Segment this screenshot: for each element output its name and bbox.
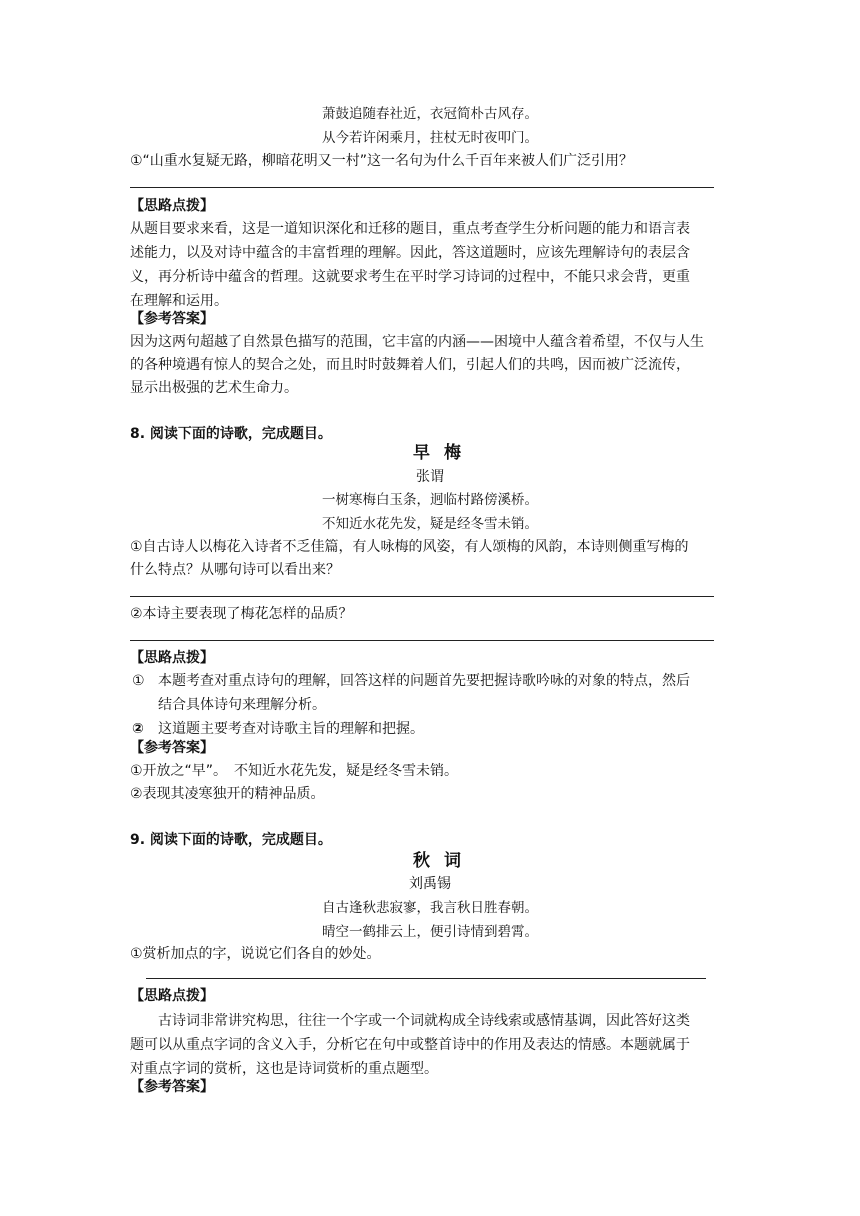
answer-blank-line bbox=[130, 640, 714, 641]
answer-blank-line bbox=[130, 596, 714, 597]
section-heading-answer: 【参考答案】 bbox=[130, 1079, 214, 1095]
hint-text: 述能力，以及对诗中蕴含的丰富哲理的理解。因此，答这道题时，应该先理解诗句的表层含 bbox=[130, 245, 690, 261]
poem-line: 一树寒梅白玉条，迥临村路傍溪桥。 bbox=[322, 492, 538, 508]
answer-text: 的各种境遇有惊人的契合之处，而且时时鼓舞着人们，引起人们的共鸣，因而被广泛流传， bbox=[130, 357, 690, 373]
question-heading: 8. 阅读下面的诗歌，完成题目。 bbox=[130, 426, 332, 442]
hint-text: 古诗词非常讲究构思，往往一个字或一个词就构成全诗线索或感情基调，因此答好这类 bbox=[158, 1013, 690, 1029]
poem-line: 从今若许闲乘月，拄杖无时夜叩门。 bbox=[322, 130, 538, 146]
hint-text: 从题目要求来看，这是一道知识深化和迁移的题目，重点考查学生分析问题的能力和语言表 bbox=[130, 221, 690, 237]
answer-text: 因为这两句超越了自然景色描写的范围，它丰富的内涵——困境中人蕴含着希望，不仅与人生 bbox=[130, 334, 704, 350]
poem-line: 自古逢秋悲寂寥，我言秋日胜春朝。 bbox=[322, 900, 538, 916]
list-marker: ① bbox=[132, 673, 145, 689]
hint-text: 在理解和运用。 bbox=[130, 293, 228, 309]
hint-text: 结合具体诗句来理解分析。 bbox=[158, 697, 326, 713]
list-marker: ② bbox=[132, 721, 144, 737]
poem-title: 秋词 bbox=[413, 851, 475, 871]
answer-text: 显示出极强的艺术生命力。 bbox=[130, 380, 298, 396]
poem-line: 萧鼓追随春社近，衣冠简朴古风存。 bbox=[322, 106, 538, 122]
poem-author: 刘禹锡 bbox=[409, 876, 451, 892]
hint-text: 这道题主要考查对诗歌主旨的理解和把握。 bbox=[158, 721, 424, 737]
question-text: 什么特点？从哪句诗可以看出来？ bbox=[130, 562, 340, 578]
question-text: ①“山重水复疑无路，柳暗花明又一村”这一名句为什么千百年来被人们广泛引用？ bbox=[130, 153, 634, 169]
section-heading-answer: 【参考答案】 bbox=[130, 740, 214, 756]
section-heading-hint: 【思路点拨】 bbox=[130, 650, 214, 666]
section-heading-answer: 【参考答案】 bbox=[130, 311, 214, 327]
answer-text: ①开放之“早”。 不知近水花先发，疑是经冬雪未销。 bbox=[130, 763, 459, 779]
hint-text: 本题考查对重点诗句的理解，回答这样的问题首先要把握诗歌吟咏的对象的特点，然后 bbox=[158, 673, 690, 689]
poem-line: 晴空一鹤排云上，便引诗情到碧霄。 bbox=[322, 924, 538, 940]
poem-line: 不知近水花先发，疑是经冬雪未销。 bbox=[322, 516, 538, 532]
question-heading: 9. 阅读下面的诗歌，完成题目。 bbox=[130, 832, 332, 848]
section-heading-hint: 【思路点拨】 bbox=[130, 988, 214, 1004]
question-text: ②本诗主要表现了梅花怎样的品质？ bbox=[130, 606, 353, 622]
question-text: ①赏析加点的字，说说它们各自的妙处。 bbox=[130, 946, 381, 962]
answer-blank-line bbox=[130, 187, 714, 188]
section-heading-hint: 【思路点拨】 bbox=[130, 198, 214, 214]
answer-text: ②表现其凌寒独开的精神品质。 bbox=[130, 786, 325, 802]
hint-text: 题可以从重点字词的含义入手，分析它在句中或整首诗中的作用及表达的情感。本题就属于 bbox=[130, 1037, 690, 1053]
question-text: ①自古诗人以梅花入诗者不乏佳篇，有人咏梅的风姿，有人颂梅的风韵，本诗则侧重写梅的 bbox=[130, 539, 689, 555]
hint-text: 对重点字词的赏析，这也是诗词赏析的重点题型。 bbox=[130, 1061, 438, 1077]
poem-title: 早梅 bbox=[413, 443, 475, 463]
hint-text: 义，再分析诗中蕴含的哲理。这就要求考生在平时学习诗词的过程中，不能只求会背，更重 bbox=[130, 269, 690, 285]
poem-author: 张谓 bbox=[416, 469, 444, 485]
answer-blank-line bbox=[146, 978, 706, 979]
